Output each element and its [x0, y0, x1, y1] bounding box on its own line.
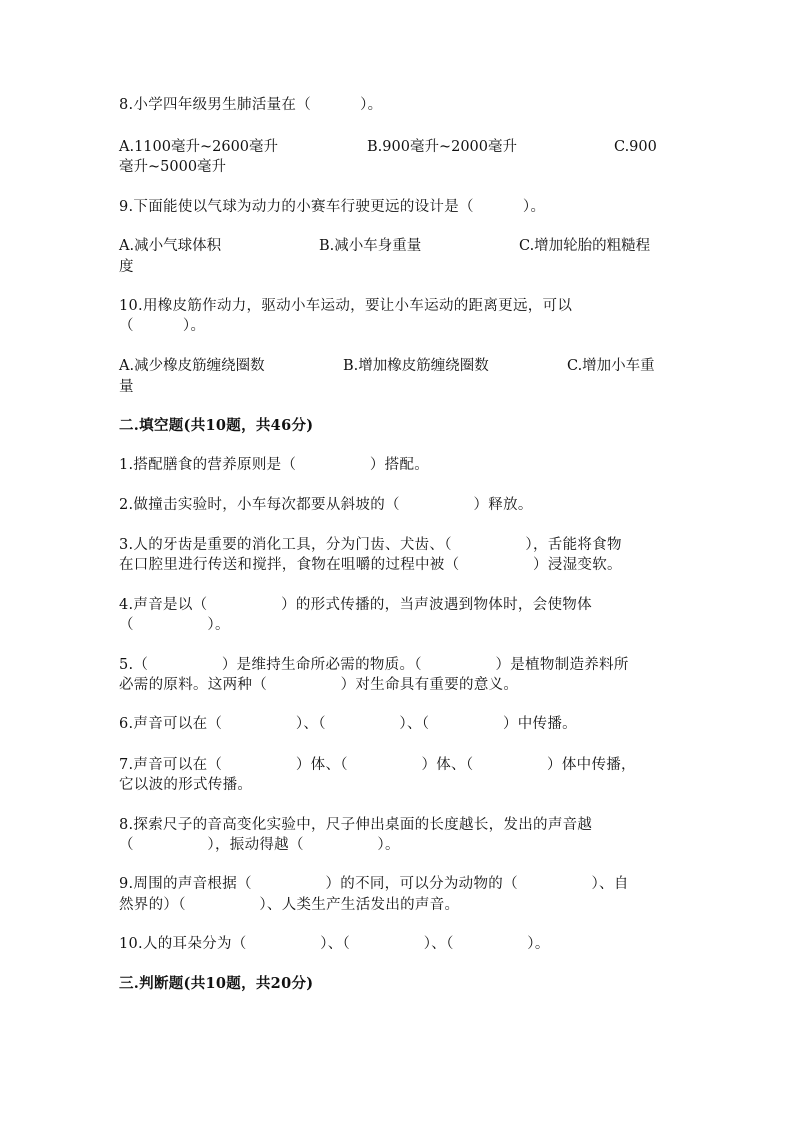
fill-q4-cont: （ ）。: [119, 617, 230, 633]
q10-option-c: C.增加小车重: [567, 358, 655, 374]
q9-option-c-cont: 度: [119, 259, 134, 275]
q8-option-c-cont: 毫升~5000毫升: [119, 159, 227, 175]
fill-q1: 1.搭配膳食的营养原则是（ ）搭配。: [119, 457, 430, 473]
fill-q9-cont: 然界的）（ ）、人类生产生活发出的声音。: [119, 897, 460, 913]
fill-q3-cont: 在口腔里进行传送和搅拌，食物在咀嚼的过程中被（ ）浸湿变软。: [119, 557, 622, 573]
q9-stem: 9.下面能使以气球为动力的小赛车行驶更远的设计是（ ）。: [119, 199, 546, 215]
fill-q7: 7.声音可以在（ ）体、（ ）体、（ ）体中传播，: [119, 757, 636, 773]
fill-q5-cont: 必需的原料。这两种（ ）对生命具有重要的意义。: [119, 677, 519, 693]
q9-option-b: B.减小车身重量: [319, 238, 422, 254]
fill-q7-cont: 它以波的形式传播。: [119, 777, 253, 793]
fill-q8: 8.探索尺子的音高变化实验中，尺子伸出桌面的长度越长，发出的声音越: [119, 817, 593, 833]
q8-stem: 8.小学四年级男生肺活量在（ ）。: [119, 97, 383, 113]
q8-option-a: A.1100毫升~2600毫升: [119, 139, 279, 155]
fill-q9: 9.周围的声音根据（ ）的不同，可以分为动物的（ ）、自: [119, 876, 629, 892]
fill-q2: 2.做撞击实验时，小车每次都要从斜坡的（ ）释放。: [119, 497, 533, 513]
q8-option-c: C.900: [614, 139, 657, 155]
fill-q5: 5.（ ）是维持生命所必需的物质。（ ）是植物制造养料所: [119, 657, 629, 673]
section-2-title: 二.填空题(共10题，共46分): [119, 417, 314, 434]
q10-stem: 10.用橡皮筋作动力，驱动小车运动，要让小车运动的距离更远，可以: [119, 298, 573, 314]
fill-q8-cont: （ ），振动得越（ ）。: [119, 837, 400, 853]
fill-q3: 3.人的牙齿是重要的消化工具，分为门齿、犬齿、（ ），舌能将食物: [119, 537, 622, 553]
fill-q10: 10.人的耳朵分为（ ）、（ ）、（ ）。: [119, 936, 550, 952]
fill-q6: 6.声音可以在（ ）、（ ）、（ ）中传播。: [119, 716, 577, 732]
q10-stem-cont: （ ）。: [119, 318, 206, 334]
q9-option-c: C.增加轮胎的粗糙程: [519, 238, 651, 254]
q8-option-b: B.900毫升~2000毫升: [367, 139, 517, 155]
section-3-title: 三.判断题(共10题，共20分): [119, 975, 314, 992]
q10-option-b: B.增加橡皮筋缠绕圈数: [343, 358, 489, 374]
q9-option-a: A.减小气球体积: [119, 238, 222, 254]
q10-option-a: A.减少橡皮筋缠绕圈数: [119, 358, 265, 374]
fill-q4: 4.声音是以（ ）的形式传播的，当声波遇到物体时，会使物体: [119, 597, 592, 613]
q10-option-c-cont: 量: [119, 379, 134, 395]
